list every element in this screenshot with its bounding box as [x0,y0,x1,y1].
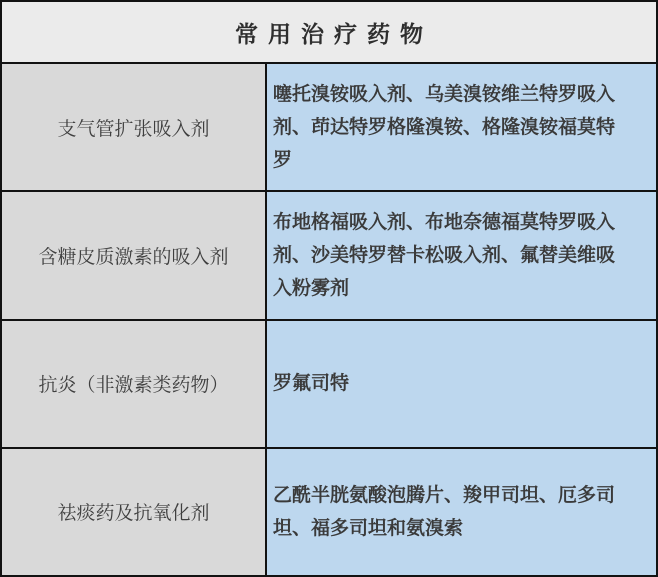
row-4-category-label: 祛痰药及抗氧化剂 [57,503,210,525]
row-2-category-label: 含糖皮质激素的吸入剂 [38,246,229,268]
row-1-drugs [267,62,656,190]
row-3-category-label: 抗炎（非激素类药物） [38,375,229,397]
row-2-drugs-text: 布地格福吸入剂、布地奈德福莫特罗吸入剂、沙美特罗替卡松吸入剂、氟替美维吸入粉雾剂 [273,211,616,299]
row-3-drugs [267,319,656,447]
row-2-drugs [267,190,656,318]
row-2-category [2,190,267,318]
row-4-drugs-text: 乙酰半胱氨酸泡腾片、羧甲司坦、厄多司坦、福多司坦和氨溴索 [273,484,616,539]
table-title: 常用治疗药物 [2,2,656,62]
row-3-drugs-text: 罗氟司特 [273,373,350,395]
row-1-drugs-text: 噻托溴铵吸入剂、乌美溴铵维兰特罗吸入剂、茚达特罗格隆溴铵、格隆溴铵福莫特罗 [273,83,616,171]
row-3-category [2,319,267,447]
row-4-category [2,447,267,575]
row-1-category [2,62,267,190]
row-4-drugs [267,447,656,575]
row-1-category-label: 支气管扩张吸入剂 [57,118,210,140]
